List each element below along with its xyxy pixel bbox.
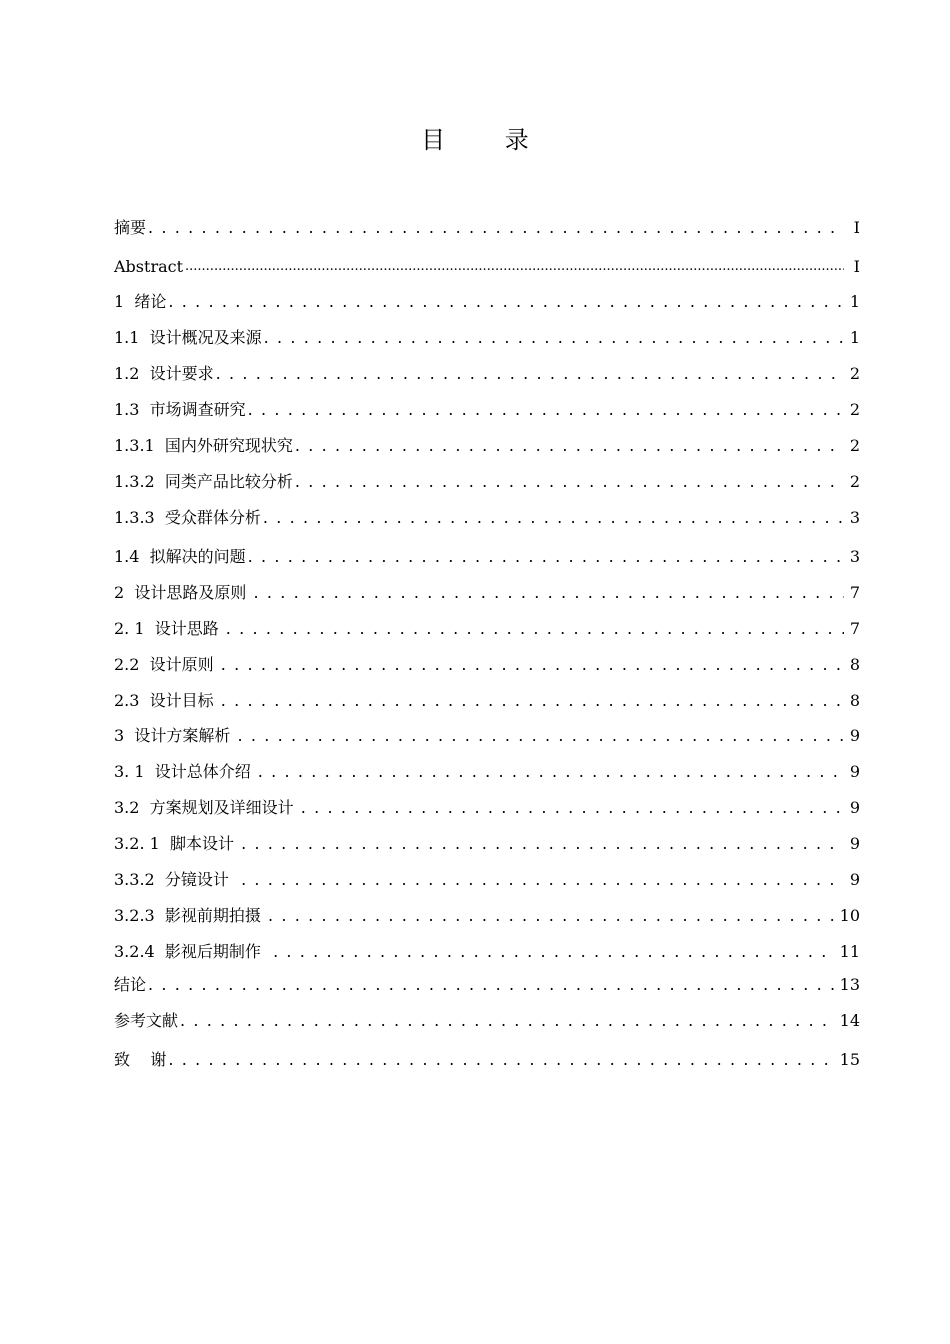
toc-dot-leader [253, 583, 844, 603]
toc-dot-leader [264, 328, 844, 348]
toc-entry[interactable] [114, 541, 860, 567]
toc-entry-page-number: 3 [849, 508, 860, 527]
toc-entry-page-number: 9 [849, 762, 860, 781]
toc-entry-label: 1.2 设计要求 [114, 364, 214, 383]
toc-entry[interactable] [114, 1005, 860, 1031]
toc-entry[interactable] [114, 1044, 860, 1070]
toc-entry[interactable] [114, 792, 860, 818]
toc-dot-leader [248, 547, 844, 567]
toc-entry[interactable] [114, 936, 860, 962]
toc-dot-leader [241, 870, 844, 890]
toc-dot-leader [268, 906, 836, 926]
toc-dot-leader [237, 726, 844, 746]
toc-dot-leader [185, 257, 844, 277]
toc-entry-page-number: 11 [839, 942, 860, 961]
toc-entry-label: 3.2.4 影视后期制作 [114, 942, 272, 961]
toc-entry-label: 3.3.2 分镜设计 [114, 870, 240, 889]
toc-entry-label: 1.3.1 国内外研究现状究 [114, 436, 293, 455]
toc-entry-page-number: 2 [849, 436, 860, 455]
toc-entry-page-number: 7 [849, 583, 860, 602]
toc-entry-page-number: 9 [849, 726, 860, 745]
toc-entry[interactable] [114, 212, 860, 238]
toc-entry[interactable] [114, 685, 860, 711]
toc-entry-label: 1.4 拟解决的问题 [114, 547, 246, 566]
toc-dot-leader [148, 218, 844, 238]
toc-entry[interactable] [114, 969, 860, 995]
toc-entry-page-number: 9 [849, 798, 860, 817]
toc-entry-label: 1.3 市场调查研究 [114, 400, 246, 419]
toc-entry-label: 参考文献 [114, 1011, 179, 1030]
toc-entry-label: Abstract [114, 257, 184, 276]
toc-entry-label: 3 设计方案解析 [114, 726, 236, 745]
toc-entry-label: 2 设计思路及原则 [114, 583, 252, 602]
toc-dot-leader [273, 942, 836, 962]
toc-dot-leader [221, 691, 844, 711]
toc-entry-page-number: 1 [849, 328, 860, 347]
toc-entry[interactable] [114, 251, 860, 277]
toc-dot-leader [248, 400, 844, 420]
toc-entry-label: 1 绪论 [114, 292, 167, 311]
toc-dot-leader [295, 436, 844, 456]
toc-dot-leader [226, 619, 844, 639]
toc-entry-label: 3.2 方案规划及详细设计 [114, 798, 299, 817]
toc-entry-page-number: 9 [849, 834, 860, 853]
toc-entry[interactable] [114, 466, 860, 492]
toc-entry-label: 摘要 [114, 218, 147, 237]
toc-entry-page-number: 2 [849, 472, 860, 491]
toc-entry-label: 2.3 设计目标 [114, 691, 219, 710]
toc-entry-page-number: 10 [839, 906, 860, 925]
toc-entry-label: 3.2.3 影视前期拍摄 [114, 906, 266, 925]
toc-entry-page-number: I [853, 218, 860, 237]
toc-title: 目 录 [421, 126, 555, 154]
toc-entry-page-number: 7 [849, 619, 860, 638]
toc-entry[interactable] [114, 649, 860, 675]
toc-entry[interactable] [114, 577, 860, 603]
toc-entry-label: 2. 1 设计思路 [114, 619, 224, 638]
toc-entry-page-number: 1 [849, 292, 860, 311]
toc-entry-page-number: 3 [849, 547, 860, 566]
toc-entry[interactable] [114, 756, 860, 782]
toc-entry-label: 3.2. 1 脚本设计 [114, 834, 240, 853]
toc-entry-page-number: 2 [849, 364, 860, 383]
toc-entry-page-number: 9 [849, 870, 860, 889]
toc-entry[interactable] [114, 430, 860, 456]
toc-entry[interactable] [114, 322, 860, 348]
toc-entry[interactable] [114, 358, 860, 384]
toc-dot-leader [221, 655, 844, 675]
toc-entry[interactable] [114, 502, 860, 528]
toc-entry-page-number: I [853, 257, 860, 276]
toc-entry-page-number: 14 [839, 1011, 860, 1030]
toc-entry[interactable] [114, 828, 860, 854]
toc-entry-page-number: 8 [849, 691, 860, 710]
toc-dot-leader [168, 1050, 835, 1070]
toc-dot-leader [301, 798, 844, 818]
toc-entry-page-number: 15 [839, 1050, 860, 1069]
toc-entry-label: 3. 1 设计总体介绍 [114, 762, 256, 781]
toc-dot-leader [241, 834, 844, 854]
toc-entry[interactable] [114, 613, 860, 639]
toc-entry-label: 致 谢 [114, 1050, 167, 1069]
toc-entry[interactable] [114, 720, 860, 746]
toc-entry-label: 1.3.3 受众群体分析 [114, 508, 261, 527]
toc-dot-leader [295, 472, 844, 492]
toc-dot-leader [258, 762, 844, 782]
toc-entry-label: 结论 [114, 975, 147, 994]
toc-dot-leader [216, 364, 844, 384]
toc-dot-leader [263, 508, 844, 528]
toc-entry[interactable] [114, 286, 860, 312]
toc-entry-page-number: 13 [839, 975, 860, 994]
toc-entry-label: 1.1 设计概况及来源 [114, 328, 262, 347]
toc-entry-page-number: 2 [849, 400, 860, 419]
toc-dot-leader [168, 292, 844, 312]
toc-entry[interactable] [114, 394, 860, 420]
toc-entry[interactable] [114, 900, 860, 926]
toc-entry-label: 1.3.2 同类产品比较分析 [114, 472, 293, 491]
toc-dot-leader [180, 1011, 836, 1031]
toc-dot-leader [148, 975, 836, 995]
toc-entry[interactable] [114, 864, 860, 890]
toc-entry-label: 2.2 设计原则 [114, 655, 219, 674]
toc-entry-page-number: 8 [849, 655, 860, 674]
